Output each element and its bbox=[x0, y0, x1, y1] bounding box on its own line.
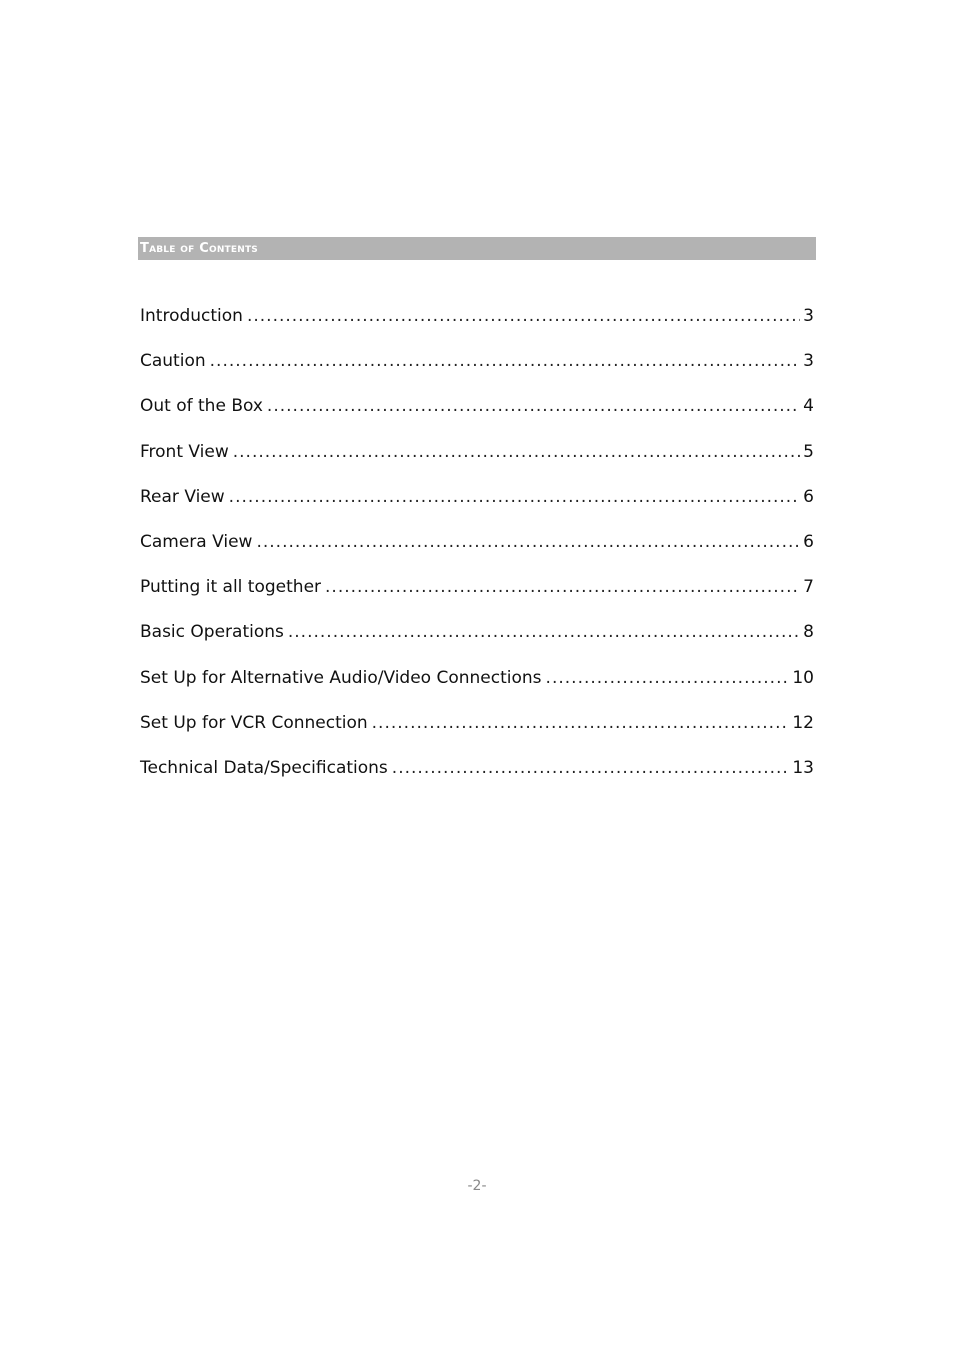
toc-entry[interactable] bbox=[140, 485, 814, 530]
toc-entry[interactable] bbox=[140, 575, 814, 620]
toc-entry-label: Basic Operations bbox=[140, 622, 284, 643]
toc-entry[interactable] bbox=[140, 349, 814, 394]
toc-entry[interactable] bbox=[140, 711, 814, 756]
toc-entry-label: Introduction bbox=[140, 306, 243, 326]
toc-list bbox=[140, 304, 814, 801]
toc-entry-leader bbox=[233, 440, 800, 464]
toc-entry[interactable] bbox=[140, 756, 814, 801]
toc-entry-page: 7 bbox=[803, 577, 814, 598]
toc-entry-leader bbox=[372, 711, 790, 735]
toc-entry-label: Camera View bbox=[140, 531, 253, 552]
toc-entry-page: 3 bbox=[803, 351, 814, 372]
toc-entry-page: 12 bbox=[792, 712, 814, 733]
toc-entry-page: 6 bbox=[803, 531, 814, 552]
toc-entry-leader bbox=[267, 394, 800, 418]
toc-entry-leader bbox=[229, 485, 801, 509]
toc-entry[interactable] bbox=[140, 666, 814, 711]
toc-entry-label: Technical Data/Specifications bbox=[140, 757, 388, 778]
toc-entry-page: 3 bbox=[803, 306, 814, 326]
toc-entry-page: 6 bbox=[803, 486, 814, 507]
toc-entry-label: Out of the Box bbox=[140, 396, 263, 417]
toc-entry[interactable] bbox=[140, 394, 814, 439]
toc-entry-leader bbox=[288, 620, 800, 644]
toc-entry-label: Rear View bbox=[140, 486, 225, 507]
toc-entry[interactable] bbox=[140, 304, 814, 349]
toc-entry-page: 13 bbox=[792, 757, 814, 778]
toc-entry-leader bbox=[247, 304, 800, 328]
toc-entry-page: 5 bbox=[803, 441, 814, 462]
toc-entry-leader bbox=[256, 530, 800, 554]
toc-entry[interactable] bbox=[140, 530, 814, 575]
toc-entry-leader bbox=[392, 756, 790, 780]
toc-title: Table of Contents bbox=[140, 241, 258, 256]
toc-entry-label: Front View bbox=[140, 441, 229, 462]
toc-entry-label: Set Up for VCR Connection bbox=[140, 712, 368, 733]
toc-entry-leader bbox=[210, 349, 801, 373]
toc-entry-label: Caution bbox=[140, 351, 206, 372]
toc-header-band bbox=[138, 237, 816, 260]
toc-entry[interactable] bbox=[140, 440, 814, 485]
toc-entry-page: 8 bbox=[803, 622, 814, 643]
toc-entry-page: 10 bbox=[792, 667, 814, 688]
page-number: -2- bbox=[467, 1178, 487, 1194]
toc-entry-label: Putting it all together bbox=[140, 577, 322, 598]
toc-entry[interactable] bbox=[140, 620, 814, 665]
toc-entry-leader bbox=[546, 666, 790, 690]
toc-entry-page: 4 bbox=[803, 396, 814, 417]
toc-entry-leader bbox=[325, 575, 800, 599]
toc-entry-label: Set Up for Alternative Audio/Video Connections bbox=[140, 667, 542, 688]
